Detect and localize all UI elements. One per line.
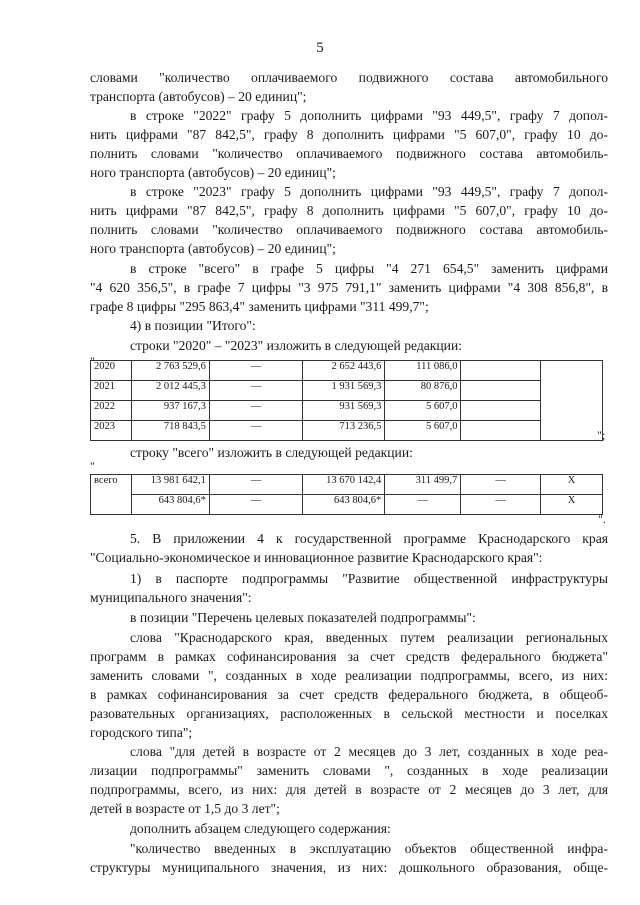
table-cell-empty xyxy=(541,361,606,442)
words-block-line4: в рамках софинансирования за счет средств федерального бюджета, в общеоб- xyxy=(90,687,608,702)
item-4-heading: 4) в позиции "Итого": xyxy=(130,318,256,333)
words-block2-line3: подпрограммы, всего, из них: для детей в возрасте от 2 месяцев до 3 лет, для xyxy=(90,782,608,797)
words-block-line5: разовательных организациях, расположенных в сельской местности и поселках xyxy=(90,706,608,721)
table-cell: 2 012 445,3 xyxy=(131,381,209,401)
words-block2-line2: лизации подпрограммы" заменить словами ", созданных в ходе реализации xyxy=(90,763,608,778)
words-block-line2: программ в рамках софинансирования за счет средств федерального бюджета" xyxy=(90,649,608,664)
table-cell: 643 804,6* xyxy=(303,495,385,515)
table-row xyxy=(91,475,603,495)
paragraph-block2-line4: ного транспорта (автобусов) – 20 единиц"; xyxy=(90,165,336,180)
section-5-line1: 5. В приложении 4 к государственной программе Краснодарского края xyxy=(130,531,608,546)
table-cell: — xyxy=(461,495,541,515)
table-cell: — xyxy=(209,401,303,421)
table-cell: — xyxy=(209,381,303,401)
table-cell: 2 763 529,6 xyxy=(131,361,209,381)
paragraph-block1-line1: словами "количество оплачиваемого подвижного состава автомобильного xyxy=(90,70,608,85)
item-4-rows-line: строки "2020" – "2023" изложить в следующей редакции: xyxy=(130,338,463,353)
table-cell: 643 804,6* xyxy=(131,495,209,515)
table-cell: — xyxy=(209,421,303,441)
words-block-line3: заменить словами ", созданных в ходе реализации подпрограммы, всего, из них: xyxy=(90,668,608,683)
table-cell: 80 876,0 xyxy=(385,381,461,401)
table-row xyxy=(91,381,603,401)
table-cell-year: 2022 xyxy=(91,401,132,421)
paragraph-block3-line4: ного транспорта (автобусов) – 20 единиц"; xyxy=(90,241,336,256)
words-block2-line1: слова "для детей в возрасте от 2 месяцев до 3 лет, созданных в ходе реа- xyxy=(130,744,608,759)
table-cell: 1 931 569,3 xyxy=(303,381,385,401)
item-1-line2: муниципального значения": xyxy=(90,590,252,605)
table-cell: 718 843,5 xyxy=(131,421,209,441)
table-cell: X xyxy=(540,475,602,495)
paragraph-block3-line1: в строке "2023" графу 5 дополнить цифрами "93 449,5", графу 7 допол- xyxy=(130,184,608,199)
table-cell: — xyxy=(461,475,541,495)
paragraph-block3-line2: нить цифрами "87 842,5", графу 8 дополнить цифрами "5 607,0", графу 10 до- xyxy=(90,203,608,218)
open-quote-1: " xyxy=(90,354,95,368)
table-row xyxy=(91,401,603,421)
table-cell: 5 607,0 xyxy=(385,421,461,441)
table-row xyxy=(91,495,603,515)
table-cell-year: 2023 xyxy=(91,421,132,441)
table-cell-empty xyxy=(461,401,541,421)
paragraph-block2-line3: полнить словами "количество оплачиваемого подвижного состава автомобиль- xyxy=(90,146,608,161)
table-total-row xyxy=(90,474,603,515)
close-quote-2: ". xyxy=(598,512,606,526)
table-totals-by-year xyxy=(90,360,606,442)
table-cell: 2 652 443,6 xyxy=(303,361,385,381)
paragraph-block2-line1: в строке "2022" графу 5 дополнить цифрами "93 449,5", графу 7 допол- xyxy=(130,108,608,123)
paragraph-block4-line2: "4 620 356,5", в графе 7 цифры "3 975 791,1" заменить цифрами "4 308 856,8", в xyxy=(90,280,608,295)
table-cell: 931 569,3 xyxy=(303,401,385,421)
position-line: в позиции "Перечень целевых показателей подпрограммы": xyxy=(130,610,476,625)
table-cell-year: 2021 xyxy=(91,381,132,401)
paragraph-block3-line3: полнить словами "количество оплачиваемого подвижного состава автомобиль- xyxy=(90,222,608,237)
table-row xyxy=(91,361,603,381)
words-block-line1: слова "Краснодарского края, введенных путем реализации региональных xyxy=(130,630,608,645)
table-cell: — xyxy=(209,475,302,495)
table-cell: 5 607,0 xyxy=(385,401,461,421)
table-cell-label: всего xyxy=(91,475,132,515)
table-cell: 713 236,5 xyxy=(303,421,385,441)
paragraph-block2-line2: нить цифрами "87 842,5", графу 8 дополнить цифрами "5 607,0", графу 10 до- xyxy=(90,127,608,142)
table-cell: X xyxy=(540,495,602,515)
close-quote-1: "; xyxy=(597,428,606,442)
open-quote-2: " xyxy=(90,459,95,473)
paragraph-block4-line1: в строке "всего" в графе 5 цифры "4 271 654,5" заменить цифрами xyxy=(130,261,608,276)
total-row-line: строку "всего" изложить в следующей редакции: xyxy=(130,445,413,460)
table-row xyxy=(91,421,603,441)
table-cell: 111 086,0 xyxy=(385,361,461,381)
table-cell: 937 167,3 xyxy=(131,401,209,421)
words-block2-line4: детей в возрасте от 1,5 до 3 лет"; xyxy=(90,801,280,816)
section-5-line2: "Социально-экономическое и инновационное развитие Краснодарского края": xyxy=(90,550,543,565)
item-1-line1: 1) в паспорте подпрограммы "Развитие общественной инфраструктуры xyxy=(130,571,608,586)
paragraph-block4-line3: графе 8 цифры "295 863,4" заменить цифрами "311 499,7"; xyxy=(90,299,429,314)
table-cell-empty xyxy=(461,421,541,441)
table-cell: 13 670 142,4 xyxy=(303,475,385,495)
table-cell-empty xyxy=(461,381,541,401)
table-cell: — xyxy=(209,361,303,381)
supplement-line: дополнить абзацем следующего содержания: xyxy=(130,821,391,836)
page-number: 5 xyxy=(316,40,324,56)
final-block-line2: структуры муниципального значения, из них: дошкольного образования, обще- xyxy=(90,860,608,875)
words-block-line6: городского типа"; xyxy=(90,725,193,740)
table-cell-year: 2020 xyxy=(91,361,132,381)
paragraph-block1-line2: транспорта (автобусов) – 20 единиц"; xyxy=(90,89,307,104)
table-cell-empty xyxy=(461,361,541,381)
table-cell: 311 499,7 xyxy=(385,475,461,495)
table-cell: — xyxy=(385,495,461,515)
final-block-line1: "количество введенных в эксплуатацию объектов общественной инфра- xyxy=(130,841,608,856)
table-cell: — xyxy=(209,495,302,515)
table-cell: 13 981 642,1 xyxy=(131,475,209,495)
